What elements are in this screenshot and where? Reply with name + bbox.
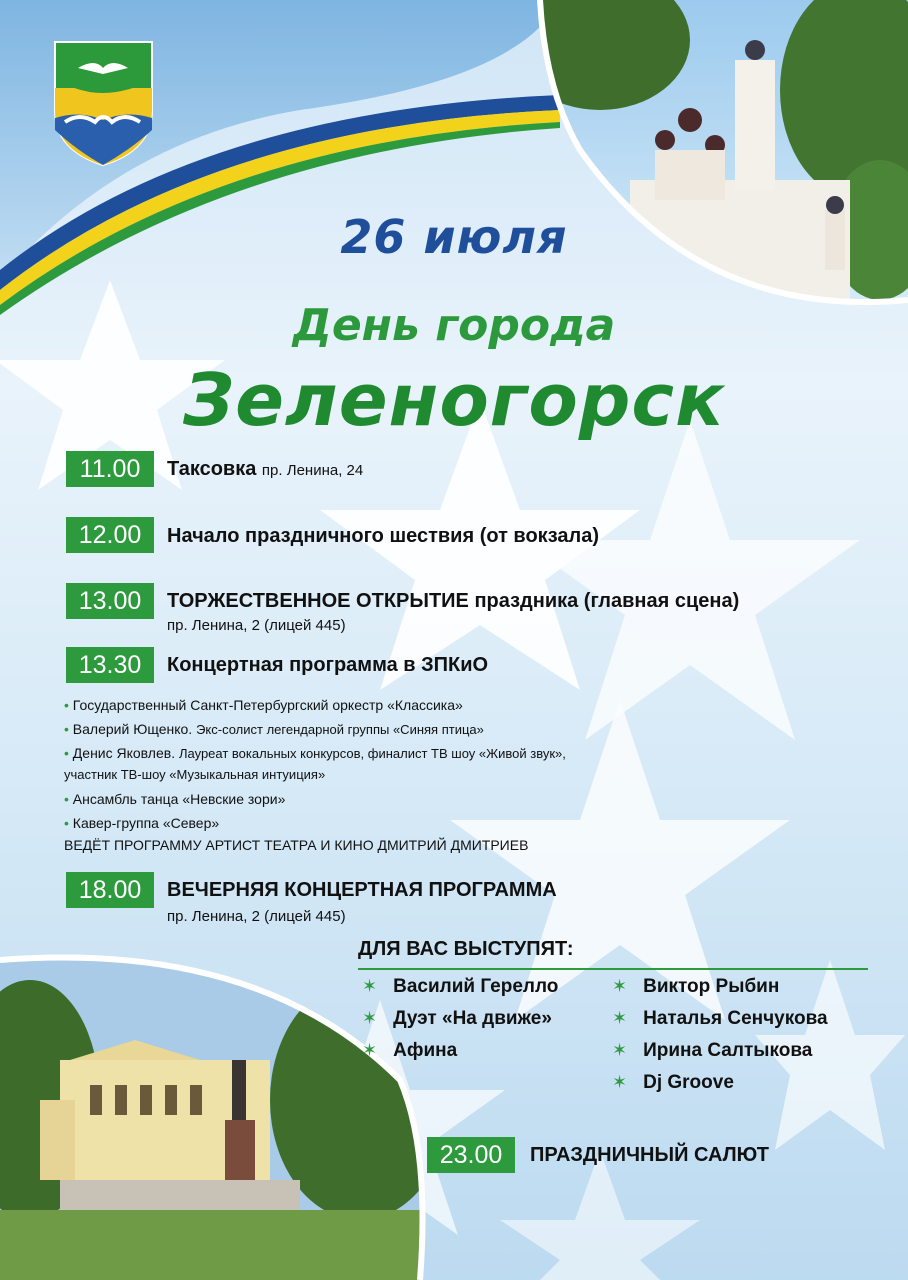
event-address: пр. Ленина, 24: [261, 462, 364, 479]
performer: [362, 1008, 552, 1030]
performers-heading: ДЛЯ ВАС ВЫСТУПЯТ:: [358, 938, 574, 960]
star-icon: ✶: [612, 976, 628, 996]
city-name: Зеленогорск: [183, 358, 725, 442]
bullet-icon: •: [64, 697, 69, 713]
performer-name: Виктор Рыбин: [643, 976, 780, 997]
performer: [612, 1008, 828, 1030]
time-badge: 18.00: [66, 872, 154, 908]
event-title: ВЕЧЕРНЯЯ КОНЦЕРТНАЯ ПРОГРАММА: [167, 879, 557, 901]
time-badge: 13.00: [66, 583, 154, 619]
bullet-icon: •: [64, 721, 69, 737]
event-title: [167, 458, 363, 481]
event-address: пр. Ленина, 2 (лицей 445): [167, 908, 346, 925]
list-item: [64, 815, 219, 831]
performer-desc: Лауреат вокальных конкурсов, финалист ТВ шоу «Живой звук»,: [178, 746, 566, 761]
performer-name: Валерий Ющенко.: [72, 721, 193, 737]
performer-desc-continued: участник ТВ-шоу «Музыкальная интуиция»: [64, 767, 326, 782]
bullet-icon: •: [64, 745, 69, 761]
performer-name: Государственный Санкт-Петербургский оркестр «Классика»: [72, 697, 463, 713]
performer-name: Денис Яковлев.: [72, 745, 176, 761]
list-item: [64, 745, 566, 761]
event-date: 26 июля: [340, 210, 568, 264]
event-title: ПРАЗДНИЧНЫЙ САЛЮТ: [530, 1144, 770, 1166]
performer-name: Кавер-группа «Север»: [72, 815, 220, 831]
event-title: ТОРЖЕСТВЕННОЕ ОТКРЫТИЕ праздника (главная сцена): [167, 590, 740, 612]
event-title-text: Таксовка: [167, 458, 257, 480]
time-badge: 13.30: [66, 647, 154, 683]
performer: [612, 1040, 812, 1062]
performer: [362, 1040, 457, 1062]
star-icon: ✶: [362, 976, 378, 996]
event-title: Концертная программа в ЗПКиО: [167, 654, 489, 676]
event-name: День города: [292, 300, 616, 351]
host-line: ВЕДЁТ ПРОГРАММУ АРТИСТ ТЕАТРА И КИНО ДМИТРИЙ ДМИТРИЕВ: [64, 837, 529, 853]
performer-name: Dj Groove: [643, 1072, 734, 1093]
performer-name: Афина: [393, 1040, 458, 1061]
list-item: [64, 791, 285, 807]
performer-name: Василий Герелло: [393, 976, 559, 997]
performer: [612, 1072, 734, 1094]
performer-name: Наталья Сенчукова: [643, 1008, 828, 1029]
performer: [362, 976, 558, 998]
star-icon: ✶: [612, 1072, 628, 1092]
bullet-icon: •: [64, 791, 69, 807]
time-badge: 11.00: [66, 451, 154, 487]
event-address: пр. Ленина, 2 (лицей 445): [167, 617, 346, 634]
event-title: Начало праздничного шествия (от вокзала): [167, 525, 599, 547]
performer-name: Дуэт «На движе»: [393, 1008, 552, 1029]
star-icon: ✶: [612, 1008, 628, 1028]
time-badge: 23.00: [427, 1137, 515, 1173]
star-icon: ✶: [612, 1040, 628, 1060]
star-icon: ✶: [362, 1008, 378, 1028]
star-icon: ✶: [362, 1040, 378, 1060]
performer-desc: Экс-солист легендарной группы «Синяя птица»: [196, 722, 484, 737]
list-item: [64, 721, 484, 737]
bullet-icon: •: [64, 815, 69, 831]
list-item: [64, 697, 463, 713]
performer: [612, 976, 779, 998]
divider: [358, 968, 868, 970]
time-badge: 12.00: [66, 517, 154, 553]
performer-name: Ирина Салтыкова: [643, 1040, 813, 1061]
performer-name: Ансамбль танца «Невские зори»: [72, 791, 286, 807]
